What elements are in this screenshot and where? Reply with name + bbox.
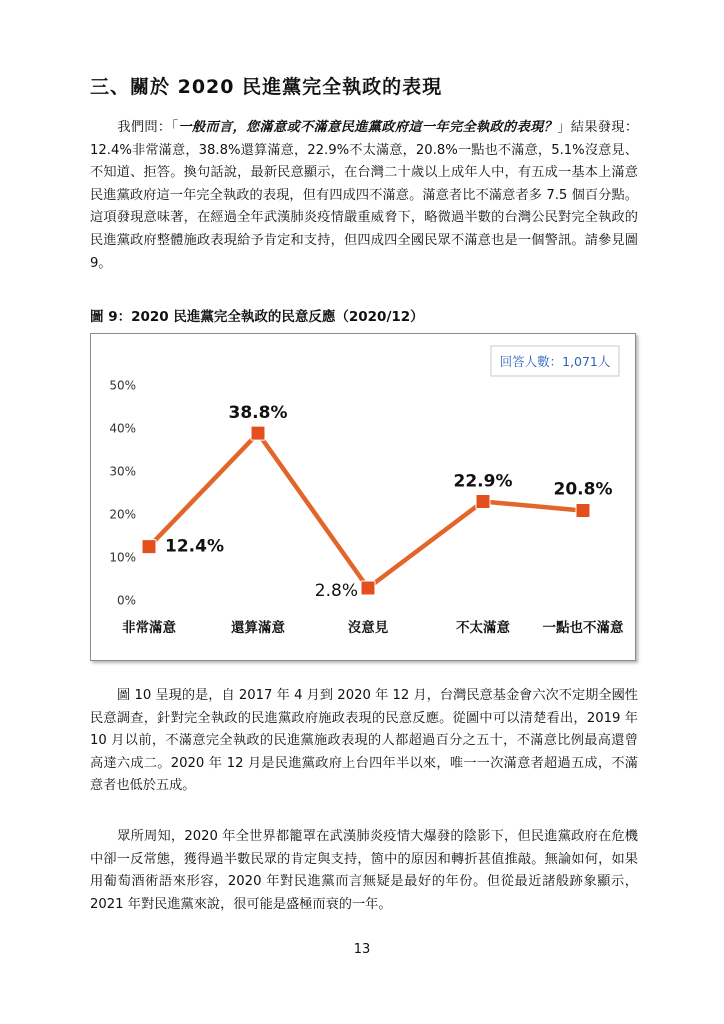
y-tick-label: 10%: [109, 550, 136, 565]
paragraph-1-lead: 我們問：「: [117, 120, 179, 135]
respondents-annotation: 回答人數：1,071人: [499, 354, 611, 369]
data-point-marker: [576, 504, 590, 518]
x-category-label: 還算滿意: [231, 620, 285, 636]
x-category-label: 非常滿意: [122, 620, 176, 636]
data-label: 12.4%: [165, 536, 224, 557]
data-label: 20.8%: [553, 479, 613, 500]
y-tick-label: 20%: [109, 507, 136, 522]
paragraph-1: [90, 117, 638, 275]
y-tick-label: 30%: [109, 464, 136, 479]
survey-question: 一般而言，您滿意或不滿意民進黨政府這一年完全執政的表現？: [178, 120, 558, 135]
x-category-label: 不太滿意: [456, 620, 510, 636]
page-number: 13: [353, 942, 371, 957]
y-tick-label: 50%: [109, 378, 136, 393]
data-label: 2.8%: [314, 580, 358, 601]
paragraph-2-body: 圖 10 呈現的是，自 2017 年 4 月到 2020 年 12 月，台灣民意基金會六次不定期全國性民意調查，針對完全執政的民進黨政府施政表現的民意反應。從圖中可以清楚看出，2019 年 10 月以前，不滿意完全執政的民進黨施政表現的人都超過百分之五十，不滿意比例最高還曾高達六成二。2020 年 12 月是民進黨政府上台四年半以來，唯一一次滿意者超過五成，不滿意者也低於五成。: [90, 688, 638, 794]
data-point-marker: [361, 581, 375, 595]
section-heading: 三、關於 2020 民進黨完全執政的表現: [90, 76, 443, 98]
data-label: 22.9%: [453, 471, 513, 492]
data-label: 38.8%: [228, 403, 288, 424]
paragraph-3-body: 眾所周知，2020 年全世界都籠罩在武漢肺炎疫情大爆發的陰影下，但民進黨政府在危機中卻一反常態，獲得過半數民眾的肯定與支持，箇中的原因和轉折甚值推敲。無論如何，如果用葡萄酒術語來形容，2020 年對民進黨而言無疑是最好的年份。但從最近諸般跡象顯示，2021 年對民進黨來說，很可能是盛極而衰的一年。: [90, 829, 638, 912]
chart-frame: [90, 333, 636, 661]
data-point-marker: [476, 495, 490, 509]
x-category-label: 一點也不滿意: [542, 620, 624, 636]
data-point-marker: [142, 540, 156, 554]
figure-caption: 圖 9：2020 民進黨完全執政的民意反應（2020/12）: [90, 309, 424, 325]
y-tick-label: 0%: [116, 593, 136, 608]
satisfaction-series-line: [149, 433, 583, 588]
paragraph-2: [90, 685, 638, 798]
y-tick-label: 40%: [109, 421, 136, 436]
data-point-marker: [251, 426, 265, 440]
paragraph-1-body: 」結果發現：12.4%非常滿意，38.8%還算滿意，22.9%不太滿意，20.8%一點也不滿意，5.1%沒意見、不知道、拒答。換句話說，最新民意顯示，在台灣二十歲以上成年人中，有五成一基本上滿意民進黨政府這一年完全執政的表現，但有四成四不滿意。滿意者比不滿意者多 7.5 個百分點。這項發現意味著，在經過全年武漢肺炎疫情嚴重威脅下，略微過半數的台灣公民對完全執政的民進黨政府整體施政表現給予肯定和支持，但四成四全國民眾不滿意也是一個警訊。請參見圖 9。: [90, 120, 639, 271]
satisfaction-line-chart: [91, 334, 635, 660]
x-category-label: 沒意見: [347, 620, 389, 636]
paragraph-3: [90, 826, 638, 916]
